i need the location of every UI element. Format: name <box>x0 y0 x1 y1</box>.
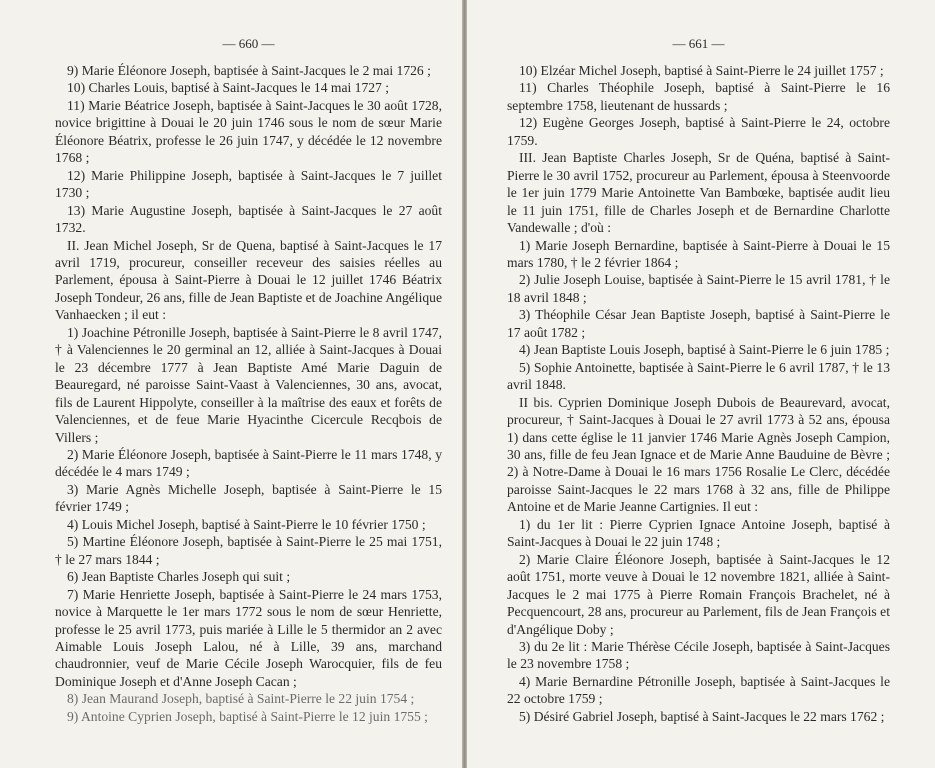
entry: II bis. Cyprien Dominique Joseph Dubois de Beaurevard, avocat, procureur, † Saint-Jacques à Douai le 27 avril 1773 à 52 ans, épousa 1) dans cette église le 11 janvier 1746 Marie Agnès Joseph Campion, 30 ans, fille de feu Jean Ignace et de Marie Anne Bauduine de Bèvre ; 2) à Notre-Dame à Douai le 16 mars 1756 Rosalie Le Clerc, décédée paroisse Saint-Jacques le 22 mars 1768 à 32 ans, fille de Philippe Antoine et de Marie Jeanne Cartignies. Il eut : <box>507 394 890 515</box>
entry: 5) Martine Éléonore Joseph, baptisée à Saint-Pierre le 25 mai 1751, † le 27 mars 1844 ; <box>55 534 442 567</box>
entry: 4) Jean Baptiste Louis Joseph, baptisé à Saint-Pierre le 6 juin 1785 ; <box>519 342 890 358</box>
entry: 10) Charles Louis, baptisé à Saint-Jacques le 14 mai 1727 ; <box>67 80 390 96</box>
entry: 9) Antoine Cyprien Joseph, baptisé à Saint-Pierre le 12 juin 1755 ; <box>67 708 428 724</box>
entry: 4) Louis Michel Joseph, baptisé à Saint-Pierre le 10 février 1750 ; <box>67 516 426 532</box>
entry: 11) Charles Théophile Joseph, baptisé à Saint-Pierre le 16 septembre 1758, lieutenant de hussards ; <box>507 80 890 113</box>
entry: III. Jean Baptiste Charles Joseph, Sr de Quéna, baptisé à Saint-Pierre le 30 avril 1752, procureur au Parlement, épousa à Steenvoorde le 1er juin 1779 Marie Antoinette Van Bambœke, baptisée audit lieu le 11 juin 1751, fille de Charles Joseph et de Bernardine Charlotte Vandewalle ; d'où : <box>507 150 890 236</box>
entry: 2) Julie Joseph Louise, baptisée à Saint-Pierre le 15 avril 1781, † le 18 avril 1848 ; <box>507 272 890 305</box>
page-number: — 661 — <box>672 36 725 51</box>
left-page <box>0 0 462 768</box>
entry: 1) du 1er lit : Pierre Cyprien Ignace Antoine Joseph, baptisé à Saint-Jacques à Douai le 22 juin 1748 ; <box>507 516 890 550</box>
entry: 12) Marie Philippine Joseph, baptisée à Saint-Jacques le 7 juillet 1730 ; <box>55 167 442 201</box>
entry: 2) Marie Éléonore Joseph, baptisée à Saint-Pierre le 11 mars 1748, y décédée le 4 mars 1749 ; <box>55 446 442 480</box>
entry: 1) Joachine Pétronille Joseph, baptisée à Saint-Pierre le 8 avril 1747, † à Valenciennes le 20 germinal an 12, alliée à Saint-Jacques à Douai le 23 décembre 1777 à Jean Baptiste Amé Marie Daguin de Beauregard, né paroisse Saint-Vaast à Valenciennes, 30 ans, avocat, fils de Laurent Hippolyte, conseiller à la maîtrise des eaux et forêts de Valenciennes, et de feue Marie Hyacinthe Cicercule Recqbois de Villers ; <box>55 324 442 445</box>
page-number: — 660 — <box>222 36 275 51</box>
entry: 12) Eugène Georges Joseph, baptisé à Saint-Pierre le 24, octobre 1759. <box>507 115 890 148</box>
entry: 4) Marie Bernardine Pétronille Joseph, baptisée à Saint-Jacques le 22 octobre 1759 ; <box>507 673 890 707</box>
entry: 11) Marie Béatrice Joseph, baptisée à Saint-Jacques le 30 août 1728, novice brigittine à Douai le 20 juin 1746 sous le nom de sœur Marie Éléonore Béatrix, professe le 26 juin 1747, y décédée le 12 novembre 1768 ; <box>55 97 442 166</box>
right-page <box>467 0 935 768</box>
entry: 3) Marie Agnès Michelle Joseph, baptisée à Saint-Pierre le 15 février 1749 ; <box>55 481 442 515</box>
entry: 8) Jean Maurand Joseph, baptisé à Saint-Pierre le 22 juin 1754 ; <box>67 691 415 707</box>
entry: 1) Marie Joseph Bernardine, baptisée à Saint-Pierre à Douai le 15 mars 1780, † le 2 février 1864 ; <box>507 237 890 270</box>
entry: 6) Jean Baptiste Charles Joseph qui suit ; <box>67 569 291 585</box>
entry: 7) Marie Henriette Joseph, baptisée à Saint-Pierre le 24 mars 1753, novice à Marquette le 1er mars 1772 sous le nom de sœur Henriette, professe le 25 avril 1773, puis mariée à Lille le 5 thermidor an 2 avec Aimable Louis Joseph Lalou, né à Lille, 39 ans, marchand chaudronnier, veuf de Marie Cécile Joseph Warocquier, fils de feu Dominique Joseph et d'Anne Joseph Cacan ; <box>55 586 442 689</box>
entry: 9) Marie Éléonore Joseph, baptisée à Saint-Jacques le 2 mai 1726 ; <box>67 63 431 78</box>
entry: 5) Désiré Gabriel Joseph, baptisé à Saint-Jacques le 22 mars 1762 ; <box>519 708 885 724</box>
entry: 3) du 2e lit : Marie Thérèse Cécile Joseph, baptisée à Saint-Jacques le 23 novembre 1758 ; <box>507 638 890 672</box>
entry: II. Jean Michel Joseph, Sr de Quena, baptisé à Saint-Jacques le 17 avril 1719, procureur, conseiller receveur des saisies réelles au Parlement, épousa à Saint-Pierre à Douai le 12 juillet 1746 Béatrix Joseph Tondeur, 26 ans, fille de Jean Baptiste et de Joachine Angélique Vanhaecken ; il eut : <box>55 237 442 323</box>
entry: 5) Sophie Antoinette, baptisée à Saint-Pierre le 6 avril 1787, † le 13 avril 1848. <box>507 359 890 393</box>
entry: 13) Marie Augustine Joseph, baptisée à Saint-Jacques le 27 août 1732. <box>55 202 442 236</box>
entry: 10) Elzéar Michel Joseph, baptisé à Saint-Pierre le 24 juillet 1757 ; <box>519 63 884 78</box>
entry: 3) Théophile César Jean Baptiste Joseph, baptisé à Saint-Pierre le 17 août 1782 ; <box>507 307 890 340</box>
entry: 2) Marie Claire Éléonore Joseph, baptisée à Saint-Jacques le 12 août 1751, morte veuve à Douai le 12 novembre 1821, alliée à Saint-Jacques le 2 mai 1775 à Pierre Romain François Brachelet, né à Pecquencourt, 28 ans, procureur au Parlement, fils de Jean François et d'Angélique Doby ; <box>507 551 890 637</box>
